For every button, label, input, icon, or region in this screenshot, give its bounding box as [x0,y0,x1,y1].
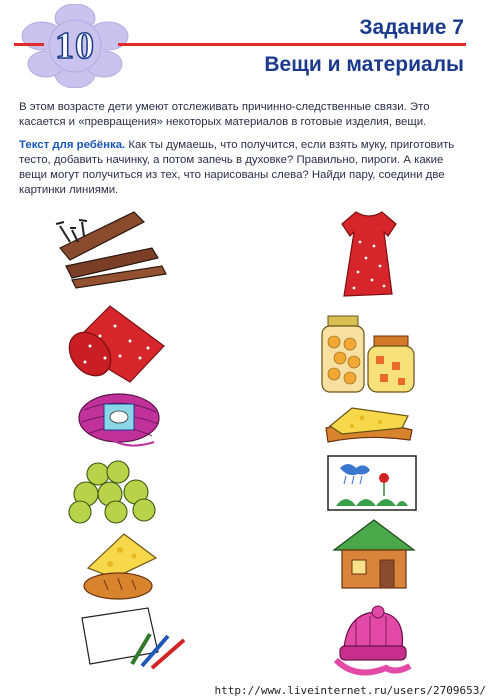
cheese-sandwich-picture[interactable] [322,402,416,448]
fabric-roll-picture[interactable] [60,296,170,388]
child-text-paragraph [19,138,474,198]
knitted-hat-picture[interactable] [326,604,416,680]
task-title: Вещи и материалы [264,53,464,76]
header-line-right [118,43,466,46]
apples-picture[interactable] [64,458,164,524]
drawing-picture[interactable] [326,454,418,512]
child-text-label: Текст для ребёнка. [19,139,126,151]
watermark-url: http://www.liveinternet.ru/users/2709653/ [214,684,486,697]
intro-paragraph: В этом возрасте дети умеют отслеживать причинно-следственные связи. Это касается и «превращения» некоторых материалов в готовые изделия, вещи. [19,101,430,128]
child-text-body: Как ты думаешь, что получится, если взять муку, приготовить тесто, добавить начинку, а потом запечь в духовке? Правильно, пироги. А какие вещи могут получиться из тех, что нарисованы слева? Найди пару, соедини две картинки линиями. [19,139,455,196]
red-dress-picture[interactable] [330,206,408,302]
house-picture[interactable] [330,516,418,590]
task-number: Задание 7 [359,16,464,39]
paper-and-pencils-picture[interactable] [78,606,190,670]
page-header [0,0,494,95]
page-number: 10 [55,25,95,67]
jam-jars-picture[interactable] [318,312,420,396]
planks-and-nails-picture[interactable] [52,208,172,294]
cheese-and-bread-picture[interactable] [74,528,164,604]
yarn-ball-picture[interactable] [64,390,168,460]
